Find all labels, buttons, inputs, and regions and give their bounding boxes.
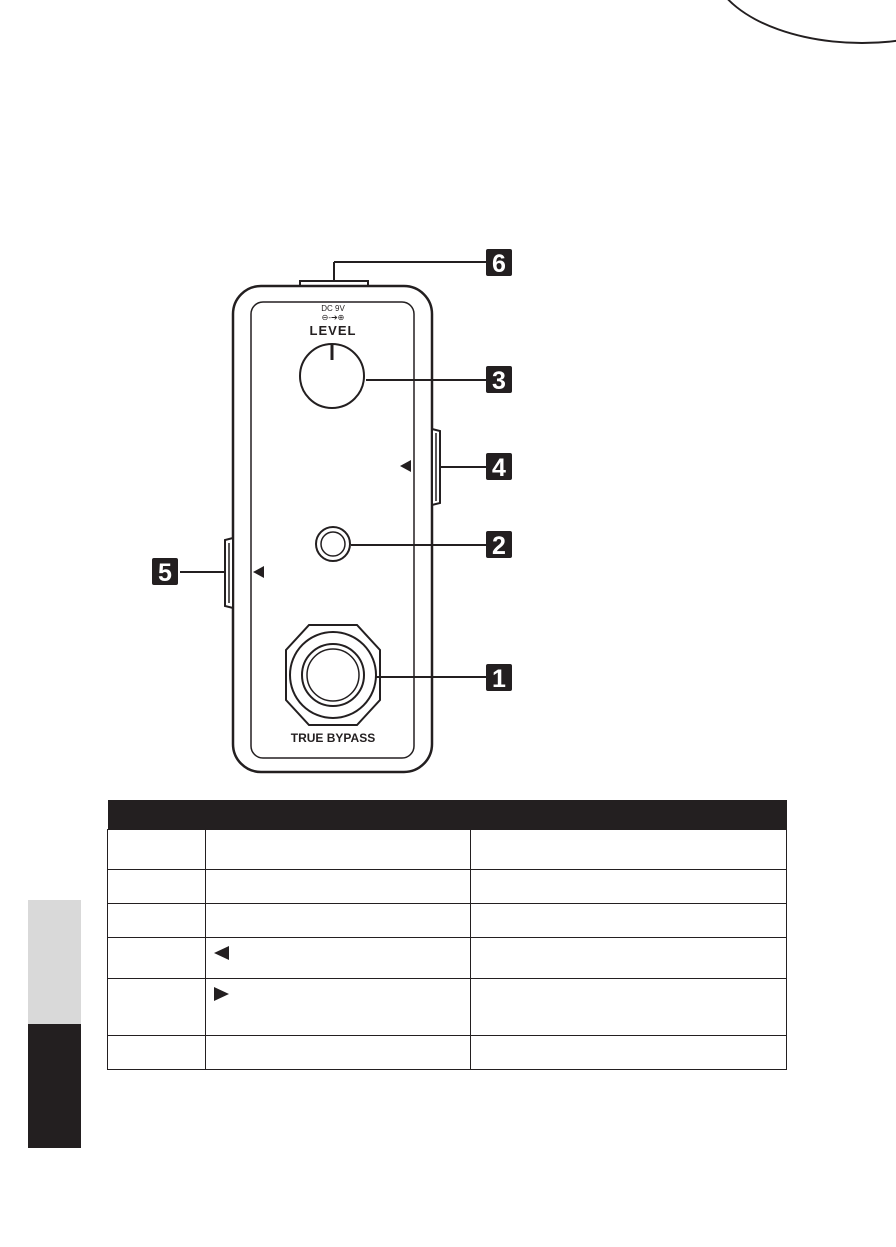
callout-6 [486, 249, 512, 278]
table-row [108, 830, 787, 870]
dc-polarity-icon: ⊖-➔⊕ [321, 313, 345, 322]
callout-2 [486, 531, 512, 560]
callout-5-label: 5 [158, 559, 172, 587]
left-arrow-icon [214, 946, 229, 960]
table-cell [206, 938, 471, 979]
table-cell [206, 979, 471, 1036]
table-row [108, 904, 787, 938]
table-cell [471, 870, 787, 904]
table-header-cell [471, 800, 787, 830]
table-header-row [108, 800, 787, 830]
side-language-tab-dark [28, 1024, 81, 1148]
side-language-tab-light [28, 900, 81, 1024]
parts-table [107, 800, 787, 1070]
table-cell [108, 1036, 206, 1070]
table-row [108, 870, 787, 904]
right-arrow-icon [214, 987, 229, 1001]
dc-label: DC 9V [321, 304, 345, 313]
table-cell [471, 904, 787, 938]
led-indicator [321, 532, 345, 556]
callout-1-label: 1 [492, 665, 506, 693]
table-cell [108, 830, 206, 870]
table-cell [206, 830, 471, 870]
table-cell [206, 904, 471, 938]
footswitch-cap[interactable] [302, 644, 364, 706]
table-cell [108, 938, 206, 979]
table-cell [471, 938, 787, 979]
table-cell [108, 979, 206, 1036]
table-cell [108, 870, 206, 904]
true-bypass-label: TRUE BYPASS [290, 731, 376, 745]
callout-5 [152, 558, 178, 587]
table-cell [206, 1036, 471, 1070]
table-cell [108, 904, 206, 938]
table-cell [471, 1036, 787, 1070]
callout-4 [486, 453, 512, 482]
table-header-cell [206, 800, 471, 830]
table-row [108, 938, 787, 979]
callout-1 [486, 664, 512, 693]
table-cell [471, 830, 787, 870]
table-header-cell [108, 800, 206, 830]
table-cell [206, 870, 471, 904]
table-row [108, 1036, 787, 1070]
callout-3-label: 3 [492, 367, 506, 395]
level-label: LEVEL [309, 323, 357, 338]
callout-3 [486, 366, 512, 395]
table-cell [471, 979, 787, 1036]
table-row [108, 979, 787, 1036]
callout-4-label: 4 [492, 454, 506, 482]
callout-6-label: 6 [492, 250, 506, 278]
callout-2-label: 2 [492, 532, 506, 560]
